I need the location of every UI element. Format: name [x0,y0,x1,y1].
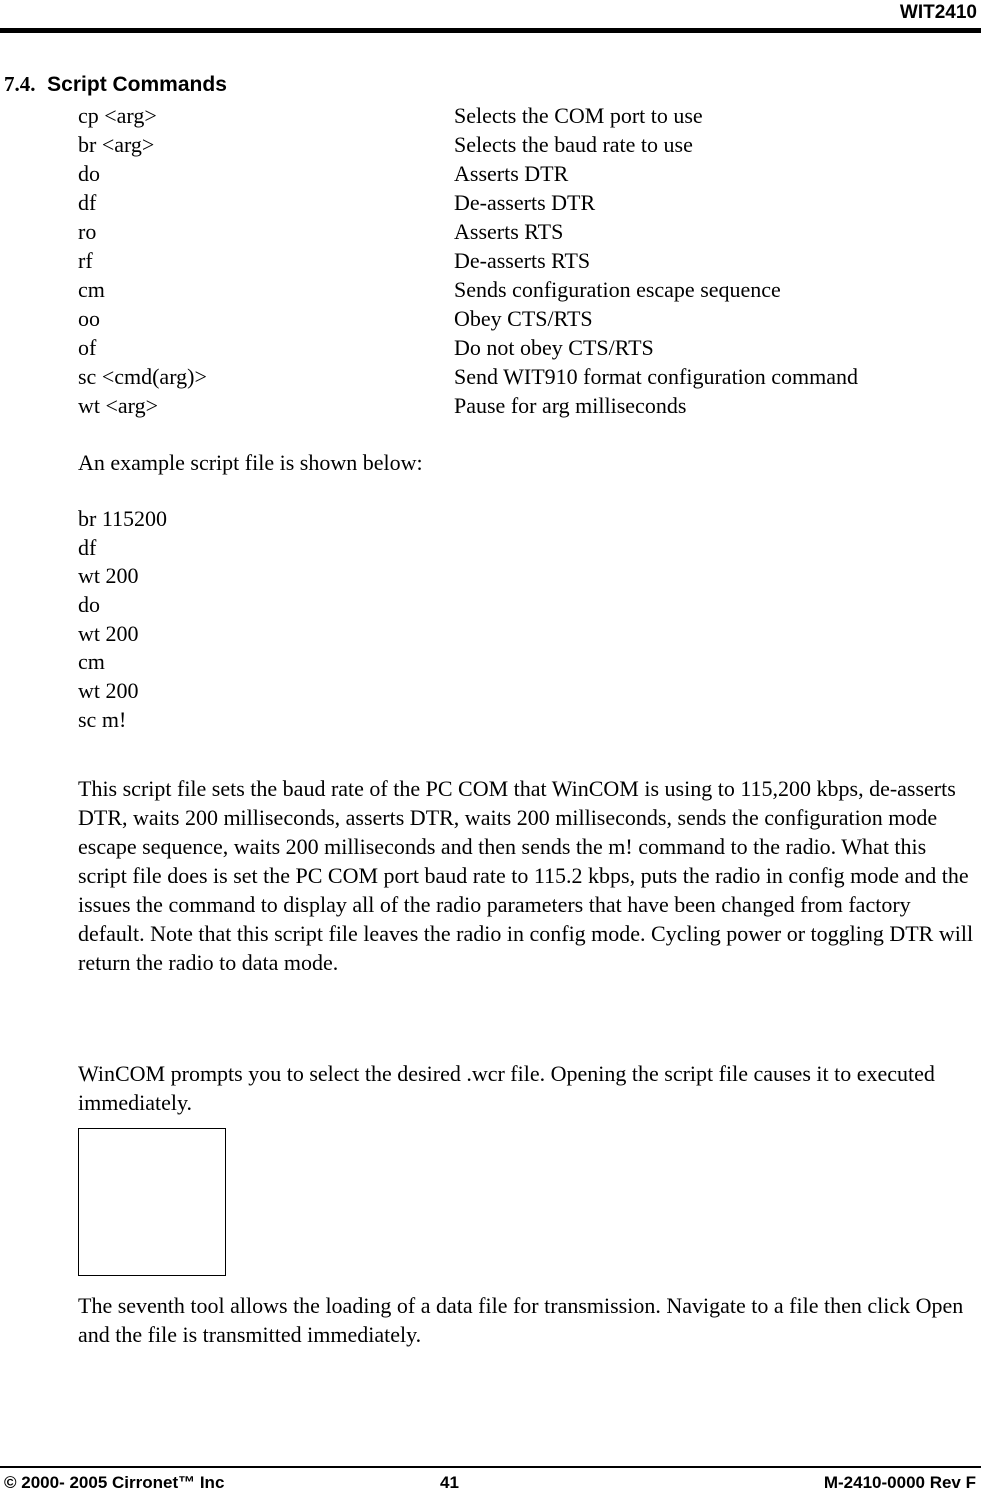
tool-image-placeholder [78,1128,226,1276]
command-row [78,188,978,217]
footer-document-id: M-2410-0000 Rev F [823,1473,976,1492]
command-description: Send WIT910 format configuration command [454,364,859,389]
footer-page-number: 41 [440,1473,459,1492]
command-table [78,101,978,420]
example-script-line: wt 200 [78,678,139,704]
command-name: ro [78,219,97,244]
header-divider [0,28,981,33]
command-row [78,391,978,420]
example-intro: An example script file is shown below: [78,450,423,475]
section-heading [4,72,227,97]
command-description: Sends configuration escape sequence [454,277,781,302]
example-script-line: do [78,592,100,618]
command-description: Selects the COM port to use [454,103,703,128]
example-script-line: wt 200 [78,620,139,646]
command-name: br <arg> [78,132,155,157]
command-name: cp <arg> [78,103,157,128]
example-script [78,505,167,735]
command-name: of [78,335,97,360]
example-script-line: sc m! [78,706,127,732]
command-row [78,159,978,188]
command-description: Pause for arg milliseconds [454,393,687,418]
command-row [78,362,978,391]
command-description: Asserts RTS [454,219,564,244]
section-title: Script Commands [47,73,227,96]
example-script-line: cm [78,649,105,675]
command-name: cm [78,277,105,302]
example-script-line: br 115200 [78,506,168,531]
command-row [78,130,978,159]
command-description: De-asserts RTS [454,248,591,273]
wincom-paragraph: WinCOM prompts you to select the desired .wcr file. Opening the script file causes it to executed immediately. [78,1061,935,1115]
command-description: Selects the baud rate to use [454,132,693,157]
command-row [78,246,978,275]
command-row [78,304,978,333]
command-description: Obey CTS/RTS [454,306,593,331]
command-row [78,333,978,362]
footer-divider [0,1466,981,1468]
command-row [78,101,978,130]
command-name: do [78,161,100,186]
command-description: De-asserts DTR [454,190,596,215]
section-number: 7.4. [4,72,36,96]
command-name: wt <arg> [78,393,159,418]
command-row [78,275,978,304]
command-name: df [78,190,97,215]
command-description: Do not obey CTS/RTS [454,335,654,360]
command-name: rf [78,248,93,273]
command-description: Asserts DTR [454,161,569,186]
example-script-line: df [78,534,97,560]
explanation-paragraph: This script file sets the baud rate of the PC COM that WinCOM is using to 115,200 kbps, de-asserts DTR, waits 200 milliseconds, asserts DTR, waits 200 milliseconds, sends the configuration mode escape sequence, waits 200 milliseconds and then sends the m! command to the radio. What this script file does is set the PC COM port baud rate to 115.2 kbps, puts the radio in config mode and the issues the command to display all of the radio parameters that have been changed from factory default. Note that this script file leaves the radio in config mode. Cycling power or toggling DTR will return the radio to data mode. [78,776,974,975]
footer-copyright: © 2000- 2005 Cirronet™ Inc [4,1473,225,1492]
command-name: sc <cmd(arg)> [78,364,207,389]
command-row [78,217,978,246]
command-name: oo [78,306,100,331]
seventh-tool-paragraph: The seventh tool allows the loading of a data file for transmission. Navigate to a file then click Open and the file is transmitted immediately. [78,1293,964,1347]
example-script-line: wt 200 [78,563,139,589]
document-header-title: WIT2410 [899,2,977,23]
